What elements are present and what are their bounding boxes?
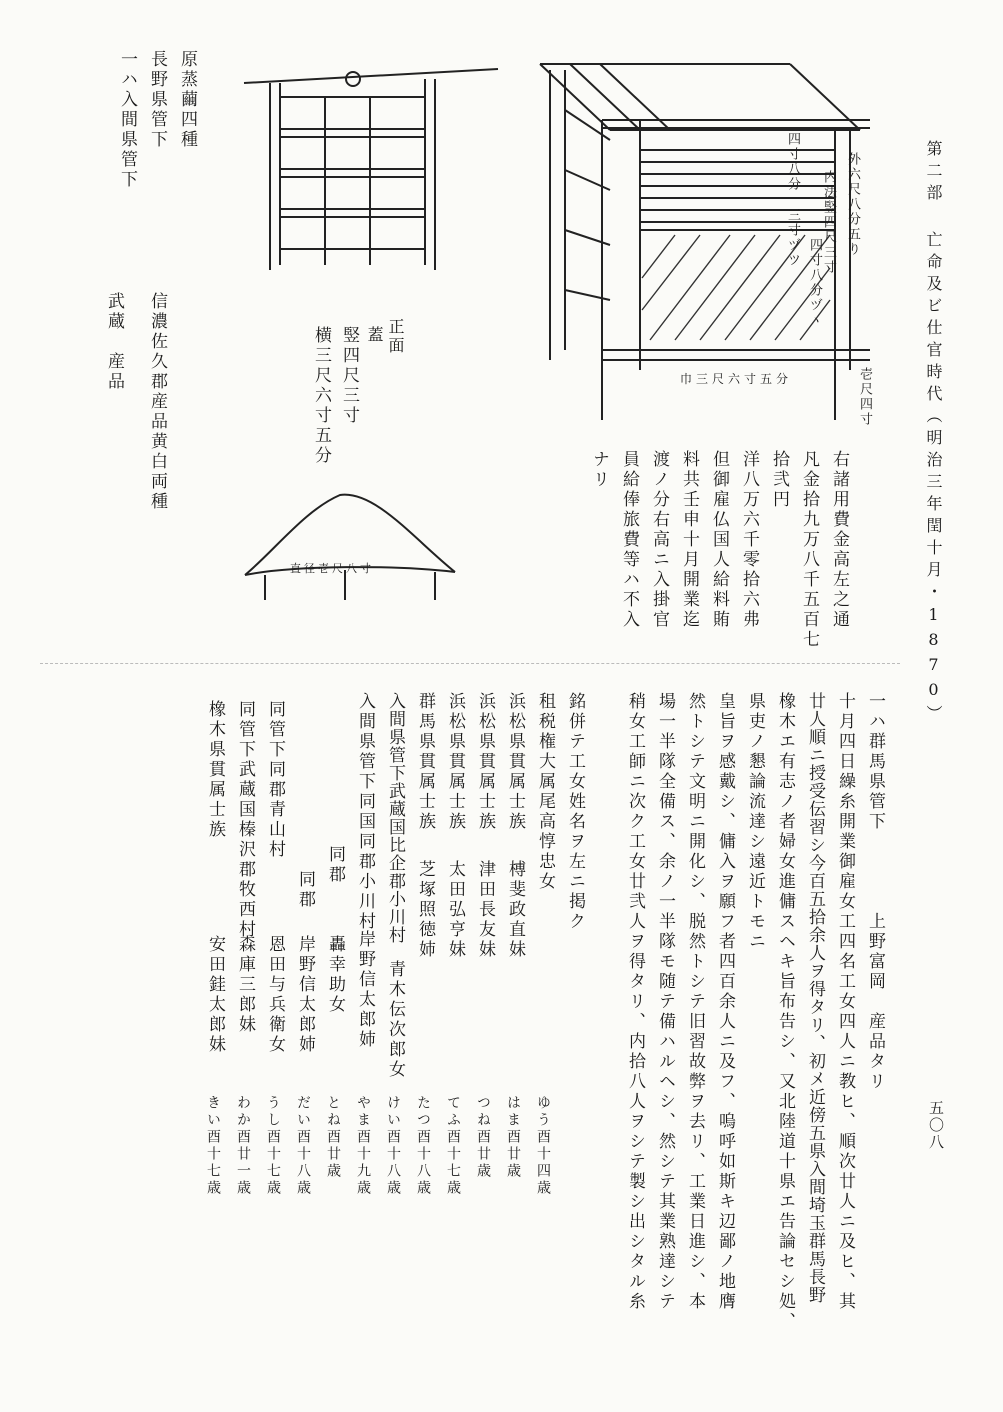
body-line-9: 稍女工師ニ次ク工女廿弐人ヲ得タリ、内拾八人ヲシテ製シ出シタル糸 <box>625 692 645 1312</box>
tray-caption-2: 蓋 <box>365 326 384 345</box>
body-line-4: 橡木エ有志ノ者婦女進傭スヘキ旨布告シ、又北陸道十県エ告論セシ処、 <box>775 692 795 1332</box>
upper-right-line-7: 渡ノ分右高ニ入掛官 <box>649 450 669 630</box>
roster-name-6: 青木伝次郎女 <box>385 960 405 1080</box>
roster-name-7: 岸野信太郎姉 <box>355 930 375 1050</box>
roster-name-9: 岸野信太郎姉 <box>295 935 315 1055</box>
cage-width-note-a: 四寸八分 <box>785 132 800 192</box>
cage-depth-note: 四寸八分ヅヽ <box>807 238 822 328</box>
upper-left-product-1: 信濃佐久郡産品黄白両種 <box>147 292 167 512</box>
body-line-3: 廿人順ニ授受伝習シ今百五拾余人ヲ得タリ、初メ近傍五県入間埼玉群馬長野 <box>805 692 825 1304</box>
roster-age-1: ゆう酉十四歳 <box>535 1095 551 1197</box>
roster-origin-7: 入間県管下同国同郡小川村 <box>355 692 375 932</box>
roster-origin-3: 浜松県貫属士族 <box>475 692 495 832</box>
upper-left-product-2: 武蔵 産品 <box>104 292 124 392</box>
cage-inner-label: 内法竪四尺三寸 <box>821 170 836 275</box>
roster-age-3: つね酉廿歳 <box>475 1095 491 1180</box>
roster-origin-1: 租税権大属尾高惇忠女 <box>535 692 555 892</box>
roster-origin-6: 入間県管下武蔵国比企郡小川村 <box>385 692 405 944</box>
roster-age-10: うし酉十七歳 <box>265 1095 281 1197</box>
page-number: 五〇八 <box>927 1100 945 1151</box>
tray-caption-1: 正面 <box>386 318 405 356</box>
body-line-7: 然トシテ文明ニ開化シ、脱然トシテ旧習故弊ヲ去リ、工業日進シ、本 <box>685 692 705 1312</box>
body-line-2: 十月四日繰糸開業御雇女工四名工女四人ニ教ヒ、順次廿人ニ及ヒ、其 <box>835 692 855 1312</box>
tray-caption-3: 竪四尺三寸 <box>339 326 359 426</box>
body-line-5: 県吏ノ懇論流達シ遠近トモニ <box>745 692 765 952</box>
roster-name-12: 安田銈太郎妹 <box>205 935 225 1055</box>
body-line-6: 皇旨ヲ感戴シ、傭入ヲ願フ者四百余人ニ及フ、嗚呼如斯キ辺鄙ノ地膺 <box>715 692 735 1312</box>
tray-caption-4: 横三尺六寸五分 <box>311 326 331 466</box>
upper-left-line-2: 長野県管下 <box>147 50 167 150</box>
cocoon-label: 直径壱尺八寸 <box>290 562 374 575</box>
roster-age-11: わか酉廿一歳 <box>235 1095 251 1197</box>
roster-origin-8: 同郡 <box>325 845 345 885</box>
roster-age-5: たつ酉十八歳 <box>415 1095 431 1197</box>
cage-figure <box>530 50 890 420</box>
roster-age-7: やま酉十九歳 <box>355 1095 371 1197</box>
roster-origin-4: 浜松県貫属士族 <box>445 692 465 832</box>
tray-figure <box>240 55 500 275</box>
body-line-10: 銘併テ工女姓名ヲ左ニ掲ク <box>565 692 585 932</box>
roster-name-5: 芝塚照徳姉 <box>415 860 435 960</box>
upper-right-line-3: 拾弐円 <box>769 450 789 510</box>
roster-origin-5: 群馬県貫属士族 <box>415 692 435 832</box>
roster-age-6: けい酉十八歳 <box>385 1095 401 1197</box>
section-divider <box>40 663 900 664</box>
roster-origin-11: 同管下武蔵国榛沢郡牧西村 <box>235 700 255 940</box>
roster-origin-9: 同郡 <box>295 870 315 910</box>
cage-post-note: 壱尺四寸 <box>857 367 872 427</box>
roster-name-10: 恩田与兵衛女 <box>265 935 285 1055</box>
roster-name-8: 轟幸助女 <box>325 935 345 1015</box>
running-header: 第二部 亡命及ビ仕官時代（明治三年閏十月・1870） <box>924 140 943 727</box>
roster-age-9: だい酉十八歳 <box>295 1095 311 1197</box>
body-line-8: 場一半隊全備ス、余ノ一半隊モ随テ備ハルヘシ、然シテ其業熟達シテ <box>655 692 675 1312</box>
roster-name-4: 太田弘亨妹 <box>445 860 465 960</box>
upper-right-line-5: 但御雇仏国人給料賄 <box>709 450 729 630</box>
upper-right-line-8: 員給俸旅費等ハ不入 <box>619 450 639 630</box>
upper-left-line-3: 原蒸繭四種 <box>177 50 197 150</box>
upper-right-line-6: 料共壬申十月開業迄 <box>679 450 699 630</box>
roster-age-8: とね酉廿歳 <box>325 1095 341 1180</box>
roster-origin-12: 橡木県貫属士族 <box>205 700 225 840</box>
upper-right-line-4: 洋八万六千零拾六弗 <box>739 450 759 630</box>
roster-age-4: てふ酉十七歳 <box>445 1095 461 1197</box>
roster-name-3: 津田長友妹 <box>475 860 495 960</box>
roster-name-11: 森庫三郎妹 <box>235 935 255 1035</box>
roster-age-2: はま酉廿歳 <box>505 1095 521 1180</box>
upper-right-line-2: 凡金拾九万八千五百七 <box>799 450 819 650</box>
upper-right-line-1: 右諸用費金高左之通 <box>829 450 849 630</box>
cocoon-figure <box>235 480 465 610</box>
roster-origin-2: 浜松県貫属士族 <box>505 692 525 832</box>
cage-width-label: 巾三尺六寸五分 <box>680 372 793 386</box>
body-line-1: 一ハ群馬県管下 上野富岡 産品タリ <box>865 692 885 1092</box>
cage-outer-label: 外六尺八分五り <box>845 152 860 257</box>
roster-origin-10: 同管下同郡青山村 <box>265 700 285 860</box>
roster-age-12: きい酉十七歳 <box>205 1095 221 1197</box>
upper-left-line-1: 一ハ入間県管下 <box>117 50 137 190</box>
roster-name-2: 榑斐政直妹 <box>505 860 525 960</box>
cage-width-note-b: 三寸ヅツ <box>785 208 800 268</box>
upper-right-line-9: ナリ <box>589 450 609 490</box>
